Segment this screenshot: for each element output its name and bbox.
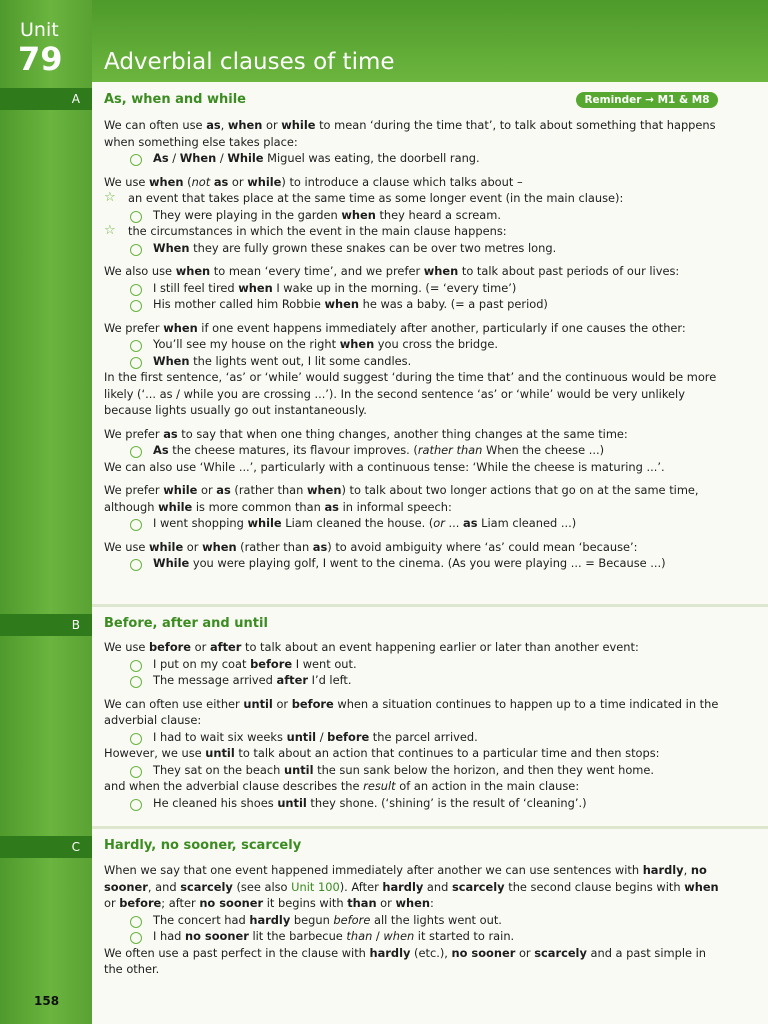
paragraph <box>104 117 720 167</box>
example-sentence: You’ll see my house on the right when you cross the bridge. <box>104 337 498 351</box>
text-line: When we say that one event happened immediately after another we can use sentences with hardly, no sooner, and scarcely (see also Unit 100). After hardly and scarcely the second clause begins with when or before; after no sooner it begins with than or when: <box>104 863 719 910</box>
paragraph <box>104 696 720 812</box>
example-sentence: As / When / While Miguel was eating, the doorbell rang. <box>104 151 480 165</box>
section-title-c: Hardly, no sooner, scarcely <box>104 838 302 853</box>
text-line: We use while or when (rather than as) to avoid ambiguity where ‘as’ could mean ‘because’: <box>104 539 638 554</box>
example-sentence: When the lights went out, I lit some candles. <box>104 354 411 368</box>
example-sentence: The message arrived after I’d left. <box>104 673 352 687</box>
text-line: We can often use either until or before when a situation continues to happen up to a time indicated in the adverbial clause: <box>104 696 719 727</box>
paragraph <box>104 482 720 532</box>
section-divider <box>92 826 768 829</box>
example-sentence: They sat on the beach until the sun sank below the horizon, and then they went home. <box>104 763 654 777</box>
text-line: We prefer when if one event happens immediately after another, particularly if one causes the other: <box>104 320 686 335</box>
example-sentence: The concert had hardly begun before all the lights went out. <box>104 913 502 927</box>
page-title: Adverbial clauses of time <box>104 49 395 75</box>
text-line: We can often use as, when or while to mean ‘during the time that’, to talk about something that happens when something else takes place: <box>104 118 716 149</box>
sidebar <box>0 0 92 1024</box>
bullet-point: ☆ an event that takes place at the same time as some longer event (in the main clause): <box>104 191 623 205</box>
paragraph <box>104 263 720 313</box>
section-tab-b <box>0 614 92 636</box>
example-sentence: I still feel tired when I wake up in the morning. (= ‘every time’) <box>104 281 516 295</box>
text-line: We prefer as to say that when one thing changes, another thing changes at the same time: <box>104 426 628 441</box>
text-line: We use before or after to talk about an event happening earlier or later than another event: <box>104 640 639 654</box>
reminder-badge: Reminder → M1 & M8 <box>576 92 718 108</box>
paragraph <box>104 320 720 419</box>
section-title-a: As, when and while <box>104 92 246 107</box>
text-line: In the first sentence, ‘as’ or ‘while’ would suggest ‘during the time that’ and the continuous would be more likely (‘... as / while you are crossing ...’). In the second sentence ‘as’ or ‘while’ would be very unlikely because lights usually go out instantaneously. <box>104 370 717 417</box>
text-line: We often use a past perfect in the clause with hardly (etc.), no sooner or scarcely and a past simple in the other. <box>104 945 706 976</box>
paragraph <box>104 639 720 689</box>
example-sentence: While you were playing golf, I went to the cinema. (As you were playing ... = Because ...) <box>104 556 666 570</box>
paragraph <box>104 862 720 978</box>
section-tab-c <box>0 836 92 858</box>
example-sentence: They were playing in the garden when they heard a scream. <box>104 208 501 222</box>
text-line: and when the adverbial clause describes the result of an action in the main clause: <box>104 779 580 793</box>
bullet-point: ☆ the circumstances in which the event in the main clause happens: <box>104 224 507 238</box>
paragraph <box>104 539 720 572</box>
text-line: We use when (not as or while) to introduce a clause which talks about – <box>104 174 523 189</box>
section-tab-a <box>0 88 92 110</box>
text-line: We prefer while or as (rather than when) to talk about two longer actions that go on at the same time, although while is more common than as in informal speech: <box>104 483 699 514</box>
section-letter: A <box>71 92 80 106</box>
text-line: However, we use until to talk about an action that continues to a particular time and then stops: <box>104 746 660 760</box>
paragraph <box>104 426 720 476</box>
unit-label: Unit <box>20 19 59 41</box>
section-title-b: Before, after and until <box>104 616 268 631</box>
example-sentence: He cleaned his shoes until they shone. (‘shining’ is the result of ‘cleaning’.) <box>104 796 587 810</box>
example-sentence: When they are fully grown these snakes can be over two metres long. <box>104 241 556 255</box>
example-sentence: I had no sooner lit the barbecue than / when it started to rain. <box>104 929 514 943</box>
unit-number: 79 <box>18 40 63 78</box>
example-sentence: As the cheese matures, its flavour improves. (rather than When the cheese ...) <box>104 443 604 457</box>
section-letter: B <box>71 618 80 632</box>
section-divider <box>92 604 768 607</box>
section-b-content <box>104 639 720 818</box>
text-line: We also use when to mean ‘every time’, and we prefer when to talk about past periods of our lives: <box>104 264 680 278</box>
paragraph <box>104 174 720 257</box>
example-sentence: I went shopping while Liam cleaned the house. (or ... as Liam cleaned ...) <box>104 516 576 530</box>
example-sentence: His mother called him Robbie when he was a baby. (= a past period) <box>104 297 548 311</box>
example-sentence: I had to wait six weeks until / before the parcel arrived. <box>104 730 478 744</box>
section-c-content <box>104 862 720 985</box>
example-sentence: I put on my coat before I went out. <box>104 657 357 671</box>
page-number: 158 <box>34 994 60 1008</box>
section-letter: C <box>71 840 80 854</box>
text-line: We can also use ‘While ...’, particularly with a continuous tense: ‘While the cheese is maturing ...’. <box>104 459 665 474</box>
section-a-content <box>104 117 720 579</box>
